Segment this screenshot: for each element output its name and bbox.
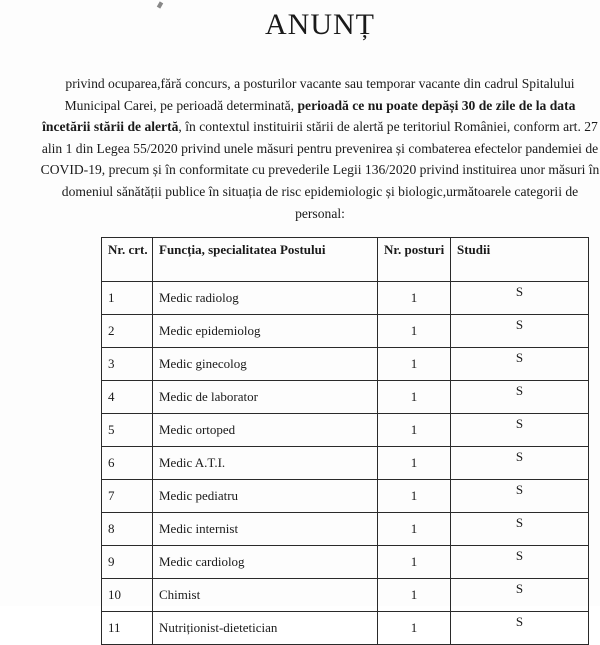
cell-studii: S: [451, 381, 589, 414]
table-row: [102, 579, 589, 612]
table-row: [102, 513, 589, 546]
cell-nr-crt: 2: [102, 315, 153, 348]
cell-nr-posturi: 1: [378, 480, 451, 513]
cell-studii: S: [451, 612, 589, 645]
table-row: [102, 315, 589, 348]
cell-functia: Medic A.T.I.: [153, 447, 378, 480]
table-row: [102, 546, 589, 579]
table-row: [102, 414, 589, 447]
cell-studii: S: [451, 315, 589, 348]
cell-nr-crt: 3: [102, 348, 153, 381]
cell-nr-crt: 8: [102, 513, 153, 546]
cell-nr-posturi: 1: [378, 612, 451, 645]
cell-studii: S: [451, 447, 589, 480]
cell-nr-crt: 10: [102, 579, 153, 612]
header-nr-posturi: Nr. posturi: [378, 238, 451, 282]
cell-nr-posturi: 1: [378, 447, 451, 480]
cell-studii: S: [451, 546, 589, 579]
cell-studii: S: [451, 513, 589, 546]
cell-functia: Chimist: [153, 579, 378, 612]
cell-functia: Medic epidemiolog: [153, 315, 378, 348]
header-nr-crt: Nr. crt.: [102, 238, 153, 282]
document-title: ANUNȚ: [265, 8, 375, 41]
announcement-paragraph: [40, 73, 600, 224]
cell-nr-crt: 4: [102, 381, 153, 414]
cell-nr-crt: 6: [102, 447, 153, 480]
cell-nr-posturi: 1: [378, 348, 451, 381]
cell-nr-crt: 1: [102, 282, 153, 315]
cell-functia: Medic pediatru: [153, 480, 378, 513]
table-row: [102, 348, 589, 381]
paragraph-text-part1: privind ocuparea,fără concurs, a posturilor vacante sau temporar vacante din cadrul Spitalului Municipal Carei, pe perioadă determinată,: [64, 76, 575, 113]
cell-functia: Medic radiolog: [153, 282, 378, 315]
header-functia: Funcția, specialitatea Postului: [153, 238, 378, 282]
table-row: [102, 480, 589, 513]
cell-studii: S: [451, 348, 589, 381]
cell-nr-posturi: 1: [378, 282, 451, 315]
table-row: [102, 381, 589, 414]
cell-nr-posturi: 1: [378, 513, 451, 546]
cell-nr-posturi: 1: [378, 579, 451, 612]
table-header-row: [102, 238, 589, 282]
cell-functia: Medic internist: [153, 513, 378, 546]
cell-nr-crt: 7: [102, 480, 153, 513]
cell-functia: Medic ortoped: [153, 414, 378, 447]
cell-nr-posturi: 1: [378, 546, 451, 579]
cell-functia: Nutriționist-dietetician: [153, 612, 378, 645]
cell-nr-posturi: 1: [378, 414, 451, 447]
cell-nr-posturi: 1: [378, 315, 451, 348]
table-row: [102, 282, 589, 315]
header-studii: Studii: [451, 238, 589, 282]
positions-table: [101, 237, 589, 645]
cell-studii: S: [451, 579, 589, 612]
cell-functia: Medic cardiolog: [153, 546, 378, 579]
cell-functia: Medic de laborator: [153, 381, 378, 414]
cell-nr-crt: 9: [102, 546, 153, 579]
cell-studii: S: [451, 480, 589, 513]
cell-functia: Medic ginecolog: [153, 348, 378, 381]
paragraph-bold-text: perioadă ce nu poate depăși 30 de zile de la data încetării stării de alertă: [42, 97, 576, 135]
table-row: [102, 447, 589, 480]
cell-nr-crt: 11: [102, 612, 153, 645]
cell-studii: S: [451, 282, 589, 315]
cell-nr-posturi: 1: [378, 381, 451, 414]
table-row: [102, 612, 589, 645]
paragraph-text-part2: , în contextul instituirii stării de alertă pe teritoriul României, conform art. 27 alin 1 din Legea 55/2020 privind unele măsuri pentru prevenirea și combaterea efectelor pandemiei de COVID-19, precum și în conformitate cu prevederile Legii 136/2020 privind instituirea unor măsuri în domeniul sănătății publice în situația de risc epidemiologic și biologic,următoarele categorii de personal:: [40, 119, 600, 221]
cell-studii: S: [451, 414, 589, 447]
cell-nr-crt: 5: [102, 414, 153, 447]
